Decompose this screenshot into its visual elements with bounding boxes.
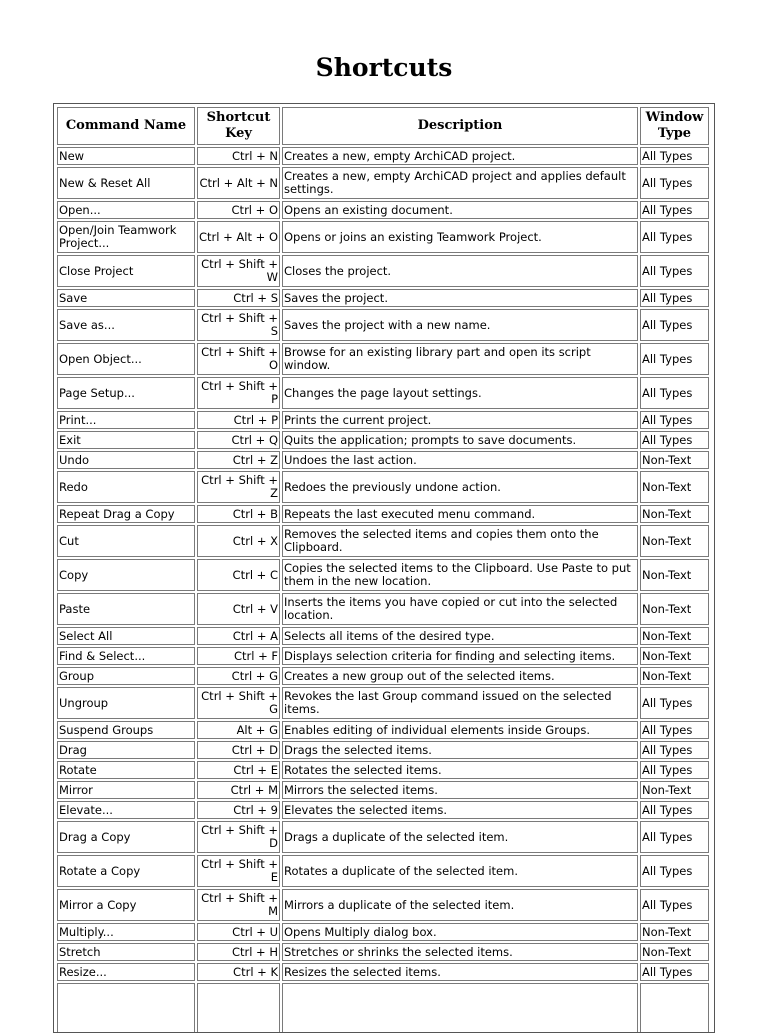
shortcut-key-cell: Ctrl + Shift + M xyxy=(197,889,280,921)
description-cell: Undoes the last action. xyxy=(282,451,638,469)
table-row xyxy=(57,309,709,341)
window-type-cell: All Types xyxy=(640,687,709,719)
table-row xyxy=(57,593,709,625)
header-window-type: Window Type xyxy=(640,107,709,145)
description-cell: Creates a new group out of the selected items. xyxy=(282,667,638,685)
table-row xyxy=(57,559,709,591)
table-row xyxy=(57,343,709,375)
description-cell: Elevates the selected items. xyxy=(282,801,638,819)
window-type-cell: All Types xyxy=(640,201,709,219)
command-name-cell: Open... xyxy=(57,201,195,219)
window-type-cell: All Types xyxy=(640,167,709,199)
window-type-cell: Non-Text xyxy=(640,593,709,625)
table-row xyxy=(57,855,709,887)
description-cell: Redoes the previously undone action. xyxy=(282,471,638,503)
description-cell: Rotates the selected items. xyxy=(282,761,638,779)
description-cell: Mirrors the selected items. xyxy=(282,781,638,799)
description-cell: Saves the project. xyxy=(282,289,638,307)
command-name-cell: Close Project xyxy=(57,255,195,287)
description-cell: Enables editing of individual elements inside Groups. xyxy=(282,721,638,739)
table-row xyxy=(57,525,709,557)
shortcut-key-cell: Ctrl + N xyxy=(197,147,280,165)
command-name-cell: Elevate... xyxy=(57,801,195,819)
description-cell: Drags the selected items. xyxy=(282,741,638,759)
shortcut-key-cell: Ctrl + Shift + S xyxy=(197,309,280,341)
description-cell: Changes the page layout settings. xyxy=(282,377,638,409)
window-type-cell: All Types xyxy=(640,741,709,759)
command-name-cell: Redo xyxy=(57,471,195,503)
shortcut-key-cell: Ctrl + Shift + P xyxy=(197,377,280,409)
shortcut-key-cell: Ctrl + C xyxy=(197,559,280,591)
table-row xyxy=(57,505,709,523)
command-name-cell: Stretch xyxy=(57,943,195,961)
shortcut-key-cell: Ctrl + S xyxy=(197,289,280,307)
window-type-cell: All Types xyxy=(640,889,709,921)
window-type-cell: All Types xyxy=(640,821,709,853)
command-name-cell: Undo xyxy=(57,451,195,469)
shortcut-key-cell: Ctrl + X xyxy=(197,525,280,557)
window-type-cell: All Types xyxy=(640,343,709,375)
table-row xyxy=(57,889,709,921)
shortcut-key-cell: Ctrl + F xyxy=(197,647,280,665)
table-row-empty xyxy=(57,983,709,1033)
table-row xyxy=(57,923,709,941)
shortcut-key-cell: Ctrl + Shift + D xyxy=(197,821,280,853)
command-name-cell: Mirror a Copy xyxy=(57,889,195,921)
description-cell: Opens an existing document. xyxy=(282,201,638,219)
command-name-cell: Mirror xyxy=(57,781,195,799)
description-cell: Mirrors a duplicate of the selected item. xyxy=(282,889,638,921)
window-type-cell: All Types xyxy=(640,431,709,449)
command-name-cell: Print... xyxy=(57,411,195,429)
shortcut-key-cell: Ctrl + D xyxy=(197,741,280,759)
description-cell: Rotates a duplicate of the selected item. xyxy=(282,855,638,887)
shortcut-key-cell: Ctrl + Q xyxy=(197,431,280,449)
description-cell: Inserts the items you have copied or cut into the selected location. xyxy=(282,593,638,625)
window-type-cell: All Types xyxy=(640,411,709,429)
command-name-cell: Save xyxy=(57,289,195,307)
description-cell: Quits the application; prompts to save documents. xyxy=(282,431,638,449)
command-name-cell: Find & Select... xyxy=(57,647,195,665)
header-shortcut-key: Shortcut Key xyxy=(197,107,280,145)
command-name-cell: Save as... xyxy=(57,309,195,341)
empty-cell xyxy=(640,983,709,1033)
description-cell: Closes the project. xyxy=(282,255,638,287)
shortcut-key-cell: Ctrl + K xyxy=(197,963,280,981)
shortcuts-table-frame xyxy=(53,103,715,1033)
shortcut-key-cell: Ctrl + G xyxy=(197,667,280,685)
page-title: Shortcuts xyxy=(315,53,453,82)
shortcut-key-cell: Ctrl + 9 xyxy=(197,801,280,819)
description-cell: Prints the current project. xyxy=(282,411,638,429)
description-cell: Repeats the last executed menu command. xyxy=(282,505,638,523)
window-type-cell: All Types xyxy=(640,963,709,981)
window-type-cell: All Types xyxy=(640,721,709,739)
description-cell: Opens Multiply dialog box. xyxy=(282,923,638,941)
command-name-cell: New & Reset All xyxy=(57,167,195,199)
table-row xyxy=(57,255,709,287)
table-row xyxy=(57,201,709,219)
command-name-cell: Drag xyxy=(57,741,195,759)
table-row xyxy=(57,943,709,961)
window-type-cell: Non-Text xyxy=(640,667,709,685)
window-type-cell: All Types xyxy=(640,761,709,779)
shortcut-key-cell: Ctrl + Shift + W xyxy=(197,255,280,287)
window-type-cell: All Types xyxy=(640,801,709,819)
empty-cell xyxy=(197,983,280,1033)
shortcut-key-cell: Ctrl + Z xyxy=(197,451,280,469)
table-row xyxy=(57,471,709,503)
header-command-name: Command Name xyxy=(57,107,195,145)
command-name-cell: Drag a Copy xyxy=(57,821,195,853)
description-cell: Revokes the last Group command issued on the selected items. xyxy=(282,687,638,719)
table-row xyxy=(57,147,709,165)
table-header-row xyxy=(57,107,709,145)
command-name-cell: Ungroup xyxy=(57,687,195,719)
window-type-cell: Non-Text xyxy=(640,923,709,941)
command-name-cell: Open Object... xyxy=(57,343,195,375)
description-cell: Drags a duplicate of the selected item. xyxy=(282,821,638,853)
window-type-cell: Non-Text xyxy=(640,627,709,645)
command-name-cell: Paste xyxy=(57,593,195,625)
window-type-cell: Non-Text xyxy=(640,943,709,961)
table-row xyxy=(57,801,709,819)
command-name-cell: Suspend Groups xyxy=(57,721,195,739)
description-cell: Opens or joins an existing Teamwork Project. xyxy=(282,221,638,253)
shortcut-key-cell: Ctrl + P xyxy=(197,411,280,429)
command-name-cell: New xyxy=(57,147,195,165)
description-cell: Creates a new, empty ArchiCAD project and applies default settings. xyxy=(282,167,638,199)
table-row xyxy=(57,289,709,307)
command-name-cell: Page Setup... xyxy=(57,377,195,409)
window-type-cell: Non-Text xyxy=(640,647,709,665)
shortcut-key-cell: Ctrl + Alt + O xyxy=(197,221,280,253)
table-row xyxy=(57,221,709,253)
window-type-cell: All Types xyxy=(640,289,709,307)
command-name-cell: Open/Join Teamwork Project... xyxy=(57,221,195,253)
command-name-cell: Rotate xyxy=(57,761,195,779)
shortcut-key-cell: Ctrl + O xyxy=(197,201,280,219)
table-row xyxy=(57,687,709,719)
table-row xyxy=(57,431,709,449)
command-name-cell: Select All xyxy=(57,627,195,645)
description-cell: Stretches or shrinks the selected items. xyxy=(282,943,638,961)
table-row xyxy=(57,821,709,853)
shortcut-key-cell: Ctrl + M xyxy=(197,781,280,799)
table-row xyxy=(57,627,709,645)
command-name-cell: Group xyxy=(57,667,195,685)
command-name-cell: Exit xyxy=(57,431,195,449)
empty-cell xyxy=(282,983,638,1033)
window-type-cell: All Types xyxy=(640,147,709,165)
window-type-cell: All Types xyxy=(640,855,709,887)
command-name-cell: Cut xyxy=(57,525,195,557)
table-row xyxy=(57,377,709,409)
window-type-cell: Non-Text xyxy=(640,451,709,469)
description-cell: Selects all items of the desired type. xyxy=(282,627,638,645)
description-cell: Removes the selected items and copies them onto the Clipboard. xyxy=(282,525,638,557)
table-row xyxy=(57,667,709,685)
shortcut-key-cell: Ctrl + Shift + O xyxy=(197,343,280,375)
window-type-cell: All Types xyxy=(640,255,709,287)
command-name-cell: Rotate a Copy xyxy=(57,855,195,887)
window-type-cell: Non-Text xyxy=(640,525,709,557)
shortcut-key-cell: Ctrl + E xyxy=(197,761,280,779)
description-cell: Saves the project with a new name. xyxy=(282,309,638,341)
description-cell: Displays selection criteria for finding and selecting items. xyxy=(282,647,638,665)
command-name-cell: Multiply... xyxy=(57,923,195,941)
table-body xyxy=(57,147,709,1033)
shortcut-key-cell: Ctrl + Shift + E xyxy=(197,855,280,887)
command-name-cell: Copy xyxy=(57,559,195,591)
window-type-cell: Non-Text xyxy=(640,471,709,503)
shortcut-key-cell: Alt + G xyxy=(197,721,280,739)
shortcut-key-cell: Ctrl + A xyxy=(197,627,280,645)
table-row xyxy=(57,647,709,665)
header-description: Description xyxy=(282,107,638,145)
table-row xyxy=(57,761,709,779)
shortcut-key-cell: Ctrl + V xyxy=(197,593,280,625)
table-row xyxy=(57,963,709,981)
table-row xyxy=(57,781,709,799)
shortcut-key-cell: Ctrl + Shift + G xyxy=(197,687,280,719)
description-cell: Creates a new, empty ArchiCAD project. xyxy=(282,147,638,165)
shortcut-key-cell: Ctrl + Shift + Z xyxy=(197,471,280,503)
shortcuts-table xyxy=(55,105,711,1033)
command-name-cell: Repeat Drag a Copy xyxy=(57,505,195,523)
window-type-cell: All Types xyxy=(640,377,709,409)
window-type-cell: All Types xyxy=(640,309,709,341)
shortcut-key-cell: Ctrl + H xyxy=(197,943,280,961)
table-row xyxy=(57,741,709,759)
command-name-cell: Resize... xyxy=(57,963,195,981)
window-type-cell: Non-Text xyxy=(640,781,709,799)
table-row xyxy=(57,451,709,469)
table-row xyxy=(57,167,709,199)
shortcut-key-cell: Ctrl + Alt + N xyxy=(197,167,280,199)
table-row xyxy=(57,721,709,739)
description-cell: Copies the selected items to the Clipboard. Use Paste to put them in the new location. xyxy=(282,559,638,591)
empty-cell xyxy=(57,983,195,1033)
shortcut-key-cell: Ctrl + B xyxy=(197,505,280,523)
description-cell: Resizes the selected items. xyxy=(282,963,638,981)
window-type-cell: Non-Text xyxy=(640,505,709,523)
window-type-cell: All Types xyxy=(640,221,709,253)
window-type-cell: Non-Text xyxy=(640,559,709,591)
table-row xyxy=(57,411,709,429)
shortcut-key-cell: Ctrl + U xyxy=(197,923,280,941)
description-cell: Browse for an existing library part and open its script window. xyxy=(282,343,638,375)
